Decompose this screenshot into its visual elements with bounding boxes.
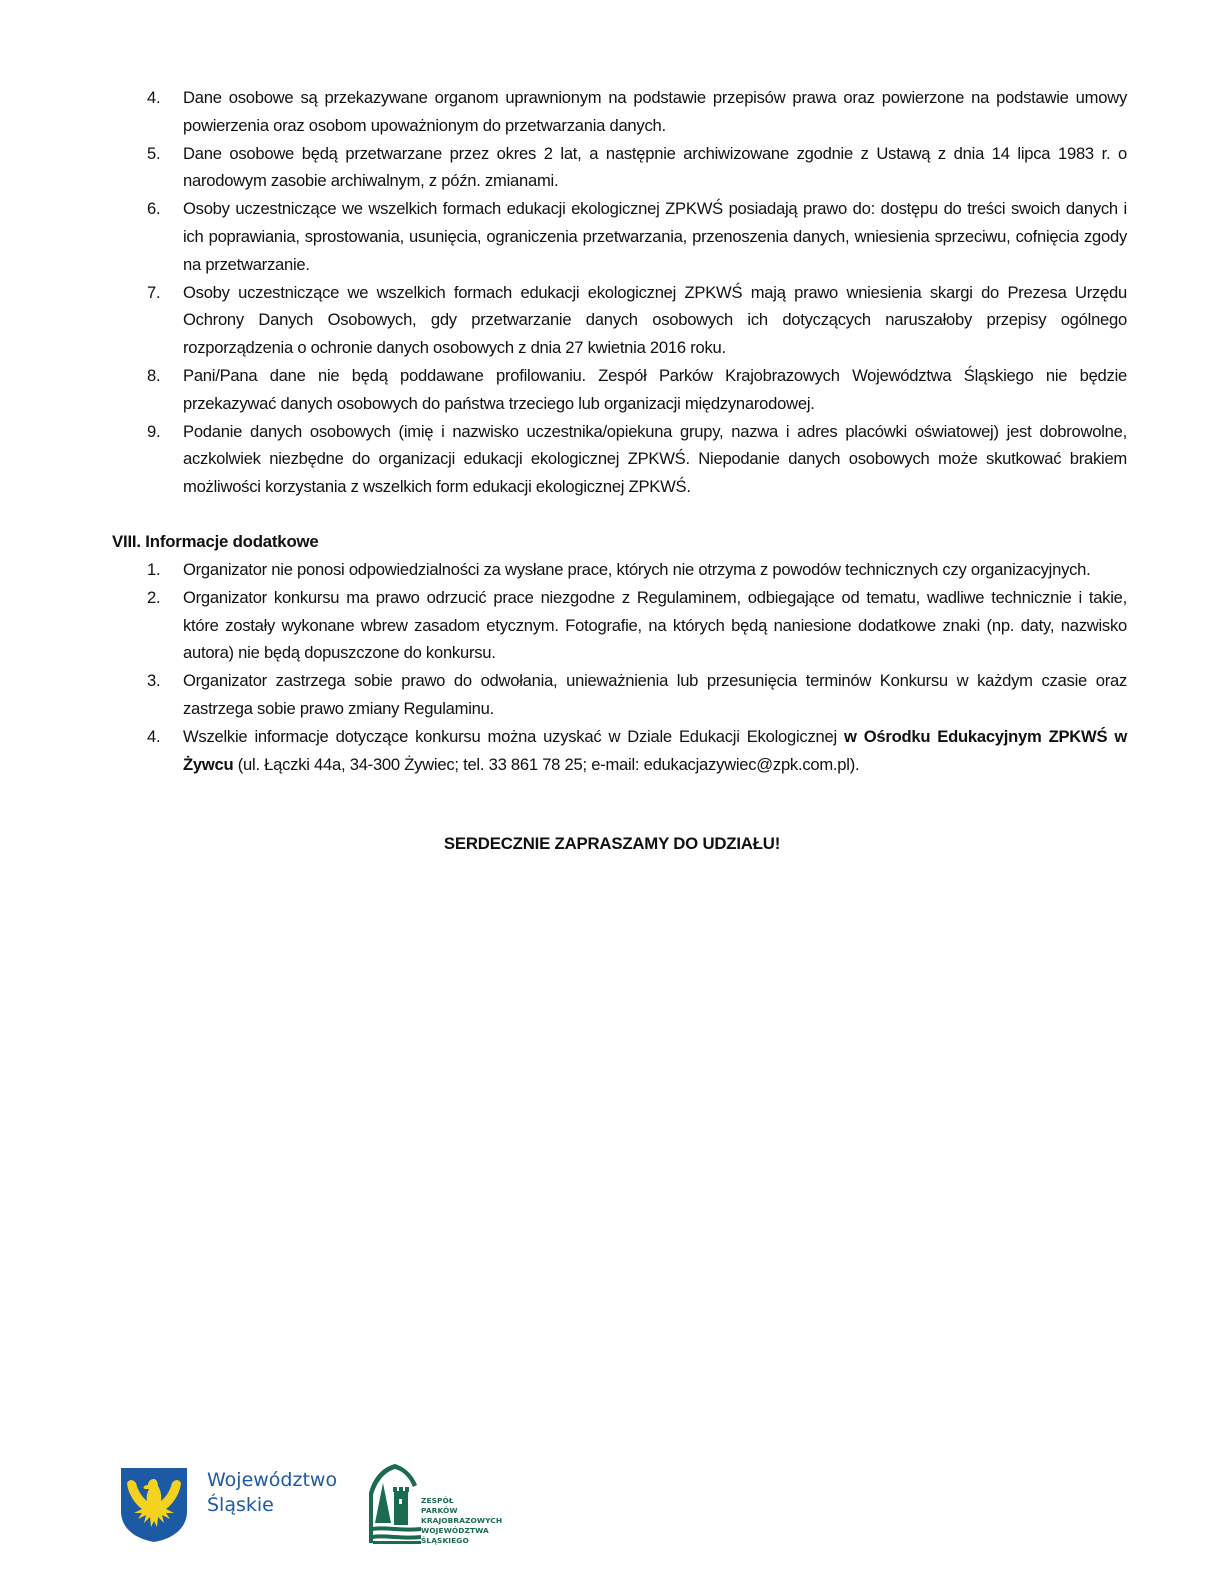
logo-line: ŚLĄSKIEGO — [421, 1536, 469, 1545]
item-text: Wszelkie informacje dotyczące konkursu można uzyskać w Dziale Edukacji Ekologicznej — [183, 726, 844, 746]
closing-invitation: SERDECZNIE ZAPRASZAMY DO UDZIAŁU! — [443, 834, 781, 853]
list-item — [147, 140, 1127, 196]
item-text-bold: w Ośrodku Edukacyjnym ZPKWŚ w Żywcu — [183, 726, 1127, 774]
logo-line: KRAJOBRAZOWYCH — [421, 1516, 503, 1525]
item-text: Pani/Pana dane nie będą poddawane profilowaniu. Zespół Parków Krajobrazowych Województwa Śląskiego nie będzie przekazywać danych osobowych do państwa trzeciego lub organizacji międzynarodowej. — [183, 365, 1127, 413]
list-item — [147, 667, 1127, 723]
landscape-parks-tower-tree-icon — [365, 1463, 425, 1545]
item-number: 1. — [147, 560, 161, 579]
list-item — [147, 362, 1127, 418]
item-number: 6. — [147, 199, 161, 219]
item-number: 2. — [147, 587, 161, 607]
section-heading: VIII. Informacje dodatkowe — [112, 532, 319, 551]
item-text: (ul. Łączki 44a, 34-300 Żywiec; tel. 33 861 78 25; e-mail: edukacjazywiec@zpk.com.pl). — [233, 754, 860, 774]
item-number: 5. — [147, 143, 161, 163]
list-item — [147, 723, 1127, 779]
item-text: Organizator zastrzega sobie prawo do odwołania, unieważnienia lub przesunięcia terminów Konkursu w każdym czasie oraz zastrzega sobie prawo zmiany Regulaminu. — [183, 671, 1127, 718]
list-item — [147, 279, 1127, 362]
item-number: 4. — [147, 88, 161, 107]
logo-line: Śląskie — [207, 1494, 274, 1516]
item-text: Osoby uczestniczące we wszelkich formach edukacji ekologicznej ZPKWŚ mają prawo wniesienia skargi do Prezesa Urzędu Ochrony Danych Osobowych, gdy przetwarzanie danych osobowych ich dotyczących naruszałoby przepisy ogólnego rozporządzenia o ochronie danych osobowych z dnia 27 kwietnia 2016 roku. — [183, 282, 1127, 358]
landscape-parks-logo-text — [421, 1496, 502, 1546]
item-text: Osoby uczestniczące we wszelkich formach edukacji ekologicznej ZPKWŚ posiadają prawo do: dostępu do treści swoich danych i ich poprawiania, sprostowania, usunięcia, ograniczenia przetwarzania, przenoszenia danych, wniesienia sprzeciwu, cofnięcia zgody na przetwarzanie. — [183, 199, 1127, 274]
logo-line: Województwo — [207, 1469, 338, 1491]
data-processing-list — [147, 84, 1127, 501]
voivodeship-logo-text — [207, 1468, 337, 1518]
list-item — [147, 418, 1127, 501]
list-item — [147, 84, 1127, 140]
item-number: 9. — [147, 421, 161, 441]
item-number: 8. — [147, 365, 161, 385]
additional-info-list — [147, 556, 1127, 778]
list-item — [147, 584, 1127, 667]
logo-line: ZESPÓŁ — [421, 1496, 454, 1505]
item-text: Organizator konkursu ma prawo odrzucić prace niezgodne z Regulaminem, odbiegające od tematu, wadliwe technicznie i takie, które zostały wykonane wbrew zasadom etycznym. Fotografie, na których będą naniesione dodatkowe znaki (np. daty, nazwisko autora) nie będą dopuszczone do konkursu. — [183, 587, 1127, 663]
item-number: 4. — [147, 726, 161, 746]
logo-line: PARKÓW — [421, 1506, 458, 1515]
item-text: Dane osobowe będą przetwarzane przez okres 2 lat, a następnie archiwizowane zgodnie z Ustawą z dnia 14 lipca 1983 r. o narodowym zasobie archiwalnym, z późn. zmianami. — [183, 143, 1127, 191]
item-number: 3. — [147, 671, 161, 691]
item-text: Podanie danych osobowych (imię i nazwisko uczestnika/opiekuna grupy, nazwa i adres placówki oświatowej) jest dobrowolne, aczkolwiek niezbędne do organizacji edukacji ekologicznej ZPKWŚ. Niepodanie danych osobowych może skutkować brakiem możliwości korzystania z wszelkich form edukacji ekologicznej ZPKWŚ. — [183, 421, 1127, 497]
logo-line: WOJEWÓDZTWA — [421, 1526, 489, 1535]
item-text: Organizator nie ponosi odpowiedzialności za wysłane prace, których nie otrzyma z powodów technicznych czy organizacyjnych. — [183, 560, 1091, 579]
silesian-eagle-coat-of-arms-icon — [120, 1467, 188, 1543]
item-number: 7. — [147, 282, 161, 302]
list-item — [147, 556, 1127, 584]
list-item — [147, 195, 1127, 278]
item-text: Dane osobowe są przekazywane organom uprawnionym na podstawie przepisów prawa oraz powierzone na podstawie umowy powierzenia oraz osobom upoważnionym do przetwarzania danych. — [183, 88, 1127, 135]
